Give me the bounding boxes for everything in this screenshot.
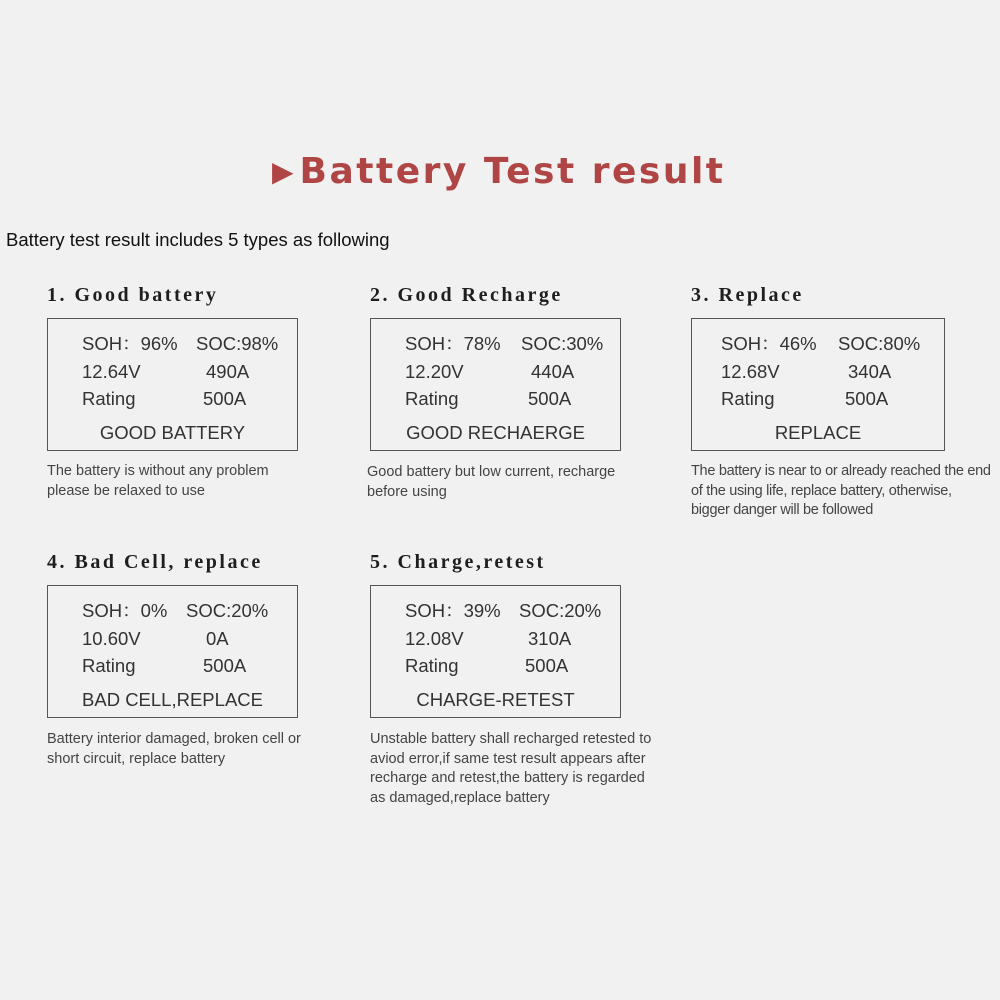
- card-description: The battery is without any problem please be relaxed to use: [47, 463, 269, 499]
- rating-value: 500A: [845, 388, 889, 409]
- voltage-value: 12.68V: [721, 361, 780, 382]
- page-title-text: Battery Test result: [299, 150, 726, 192]
- soh-value: SOH：39%: [405, 600, 501, 621]
- current-value: 0A: [206, 628, 229, 649]
- rating-value: 500A: [528, 388, 572, 409]
- current-value: 490A: [206, 361, 250, 382]
- rating-value: 500A: [203, 655, 247, 676]
- rating-label: Rating: [405, 655, 459, 676]
- rating-label: Rating: [82, 388, 136, 409]
- status-text: BAD CELL,REPLACE: [82, 689, 263, 710]
- intro-text: Battery test result includes 5 types as following: [6, 229, 390, 250]
- tester-display: [370, 318, 621, 451]
- tester-display: [47, 585, 298, 718]
- card-description: Unstable battery shall recharged retested to aviod error,if same test result appears after recharge and retest,the battery is regarded as damaged,replace battery: [370, 731, 652, 806]
- voltage-value: 12.20V: [405, 361, 464, 382]
- voltage-value: 12.08V: [405, 628, 464, 649]
- soc-value: SOC:30%: [521, 333, 604, 354]
- card-description: Battery interior damaged, broken cell or short circuit, replace battery: [47, 731, 301, 767]
- tester-display: [691, 318, 945, 451]
- soc-value: SOC:20%: [186, 600, 269, 621]
- status-text: GOOD BATTERY: [99, 422, 246, 443]
- rating-value: 500A: [203, 388, 247, 409]
- soh-value: SOH：96%: [82, 333, 178, 354]
- tester-display: [47, 318, 298, 451]
- card-heading: 3. Replace: [691, 284, 804, 306]
- card-description: The battery is near to or already reached the end of the using life, replace battery, otherwise, bigger danger will be followed: [691, 463, 991, 518]
- soc-value: SOC:80%: [838, 333, 921, 354]
- soh-value: SOH：0%: [82, 600, 168, 621]
- current-value: 340A: [848, 361, 892, 382]
- card-heading: 1. Good battery: [47, 284, 219, 306]
- status-text: REPLACE: [774, 422, 862, 443]
- card-description: Good battery but low current, recharge before using: [367, 464, 616, 500]
- rating-label: Rating: [405, 388, 459, 409]
- rating-label: Rating: [721, 388, 775, 409]
- card-heading: 4. Bad Cell, replace: [47, 551, 263, 573]
- card-heading: 2. Good Recharge: [370, 284, 563, 306]
- play-arrow-icon: ▶: [272, 154, 294, 188]
- card-heading: 5. Charge,retest: [370, 551, 546, 573]
- current-value: 310A: [528, 628, 572, 649]
- soc-value: SOC:20%: [519, 600, 602, 621]
- page-title: [272, 146, 726, 196]
- current-value: 440A: [531, 361, 575, 382]
- voltage-value: 12.64V: [82, 361, 141, 382]
- soc-value: SOC:98%: [196, 333, 279, 354]
- rating-label: Rating: [82, 655, 136, 676]
- tester-display: [370, 585, 621, 718]
- rating-value: 500A: [525, 655, 569, 676]
- soh-value: SOH：78%: [405, 333, 501, 354]
- status-text: CHARGE-RETEST: [416, 689, 575, 710]
- voltage-value: 10.60V: [82, 628, 141, 649]
- soh-value: SOH：46%: [721, 333, 817, 354]
- status-text: GOOD RECHAERGE: [406, 422, 585, 443]
